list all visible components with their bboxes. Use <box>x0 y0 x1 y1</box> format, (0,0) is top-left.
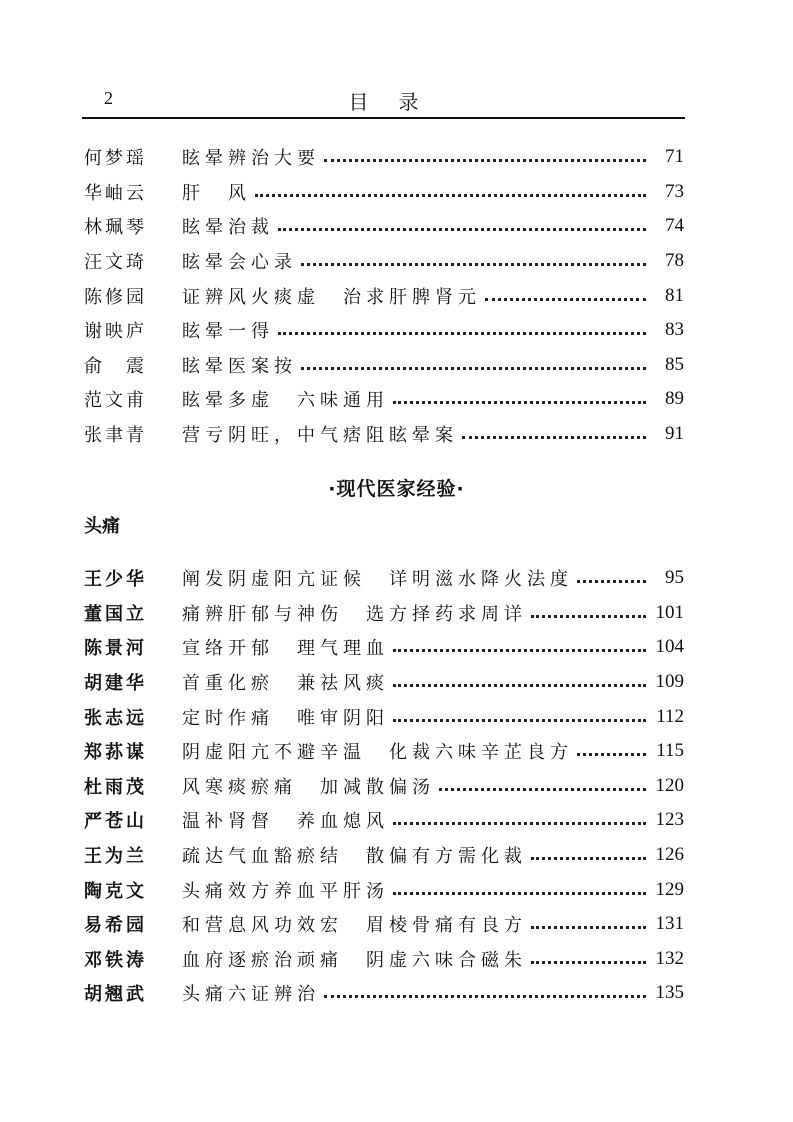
entry-title: 肝 风 <box>182 182 251 204</box>
entry-author: 郑荪谋 <box>84 742 147 764</box>
entry-author: 邓铁涛 <box>84 949 147 971</box>
entry-author: 董国立 <box>84 603 147 625</box>
entry-title: 头痛六证辨治 <box>182 984 320 1006</box>
entry-author: 胡建华 <box>84 673 147 695</box>
entry-title: 头痛效方养血平肝汤 <box>182 880 389 902</box>
toc-entry[interactable] <box>84 417 684 452</box>
toc-entry[interactable] <box>84 907 684 942</box>
dot-leader <box>393 708 646 726</box>
toc-entry[interactable] <box>84 803 684 838</box>
toc-entry[interactable] <box>84 175 684 210</box>
entry-author: 陈景河 <box>84 638 147 660</box>
entry-title: 疏达气血豁瘀结 散偏有方需化裁 <box>182 846 527 868</box>
entry-author: 陶克文 <box>84 880 147 902</box>
entry-title: 阴虚阳亢不避辛温 化裁六味辛芷良方 <box>182 742 573 764</box>
dot-leader <box>393 390 646 408</box>
toc-entry[interactable] <box>84 313 684 348</box>
entry-title: 阐发阴虚阳亢证候 详明滋水降火法度 <box>182 569 573 591</box>
entry-title: 痛辨肝郁与神伤 选方择药求周详 <box>182 603 527 625</box>
entry-page: 132 <box>655 947 684 969</box>
entry-title: 眩晕一得 <box>182 321 274 343</box>
entry-title: 营亏阴旺，中气痞阻眩晕案 <box>182 425 458 447</box>
entry-title: 眩晕治裁 <box>182 217 274 239</box>
toc-entry[interactable] <box>84 699 684 734</box>
entry-author: 范文甫 <box>84 390 147 412</box>
entry-page: 95 <box>665 567 684 589</box>
toc-entry[interactable] <box>84 630 684 665</box>
toc-entry[interactable] <box>84 769 684 804</box>
entry-author: 汪文琦 <box>84 252 147 274</box>
page-number: 2 <box>104 88 113 108</box>
entry-author: 王少华 <box>84 569 147 591</box>
entry-author: 华岫云 <box>84 182 147 204</box>
dot-leader <box>531 915 646 933</box>
entry-page: 89 <box>665 388 684 410</box>
entry-author: 杜雨茂 <box>84 776 147 798</box>
dot-leader <box>462 425 646 443</box>
toc-entry[interactable] <box>84 734 684 769</box>
entry-page: 131 <box>655 913 684 935</box>
toc-entry[interactable] <box>84 348 684 383</box>
dot-leader <box>485 287 646 305</box>
dot-leader <box>531 604 646 622</box>
entry-author: 张聿青 <box>84 425 147 447</box>
entry-page: 91 <box>665 423 684 445</box>
toc-entry[interactable] <box>84 596 684 631</box>
entry-author: 易希园 <box>84 915 147 937</box>
entry-title: 宣络开郁 理气理血 <box>182 638 389 660</box>
entry-author: 陈修园 <box>84 286 147 308</box>
entry-page: 85 <box>665 353 684 375</box>
dot-leader <box>278 321 646 339</box>
entry-page: 104 <box>655 636 684 658</box>
toc-entry[interactable] <box>84 838 684 873</box>
entry-page: 101 <box>655 601 684 623</box>
entry-page: 81 <box>665 284 684 306</box>
entry-title: 和营息风功效宏 眉棱骨痛有良方 <box>182 915 527 937</box>
dot-leader <box>393 881 646 899</box>
toc-entry[interactable] <box>84 561 684 596</box>
toc-entry[interactable] <box>84 976 684 1011</box>
entry-title: 眩晕辨治大要 <box>182 148 320 170</box>
entry-page: 115 <box>656 740 684 762</box>
entry-author: 何梦瑶 <box>84 148 147 170</box>
section-heading: ·现代医家经验· <box>328 478 465 500</box>
entry-title: 风寒痰瘀痛 加减散偏汤 <box>182 776 435 798</box>
entry-page: 74 <box>665 215 684 237</box>
dot-leader <box>324 984 646 1002</box>
entry-title: 温补肾督 养血熄风 <box>182 811 389 833</box>
entry-title: 眩晕多虚 六味通用 <box>182 390 389 412</box>
dot-leader <box>531 846 646 864</box>
entry-author: 林珮琴 <box>84 217 147 239</box>
entry-author: 王为兰 <box>84 846 147 868</box>
toc-list-part1 <box>84 140 684 451</box>
entry-page: 109 <box>655 671 684 693</box>
dot-leader <box>393 811 646 829</box>
entry-title: 眩晕医案按 <box>182 355 297 377</box>
header-rule <box>82 117 685 119</box>
entry-author: 胡翘武 <box>84 984 147 1006</box>
entry-page: 83 <box>665 319 684 341</box>
entry-page: 78 <box>665 250 684 272</box>
dot-leader <box>577 569 646 587</box>
toc-entry[interactable] <box>84 140 684 175</box>
dot-leader <box>301 252 646 270</box>
toc-entry[interactable] <box>84 278 684 313</box>
entry-author: 俞 震 <box>84 355 147 377</box>
dot-leader <box>324 148 646 166</box>
toc-entry[interactable] <box>84 209 684 244</box>
entry-page: 71 <box>665 146 684 168</box>
dot-leader <box>439 777 646 795</box>
dot-leader <box>278 217 646 235</box>
dot-leader <box>393 638 646 656</box>
dot-leader <box>255 183 646 201</box>
dot-leader <box>301 356 646 374</box>
subsection-heading: 头痛 <box>84 516 120 537</box>
entry-page: 126 <box>655 844 684 866</box>
entry-page: 129 <box>655 878 684 900</box>
entry-page: 135 <box>655 982 684 1004</box>
entry-author: 张志远 <box>84 707 147 729</box>
entry-page: 73 <box>665 180 684 202</box>
dot-leader <box>577 742 646 760</box>
entry-title: 眩晕会心录 <box>182 252 297 274</box>
toc-list-part2 <box>84 561 684 1011</box>
running-title: 目录 <box>348 90 449 114</box>
entry-title: 定时作痛 唯审阴阳 <box>182 707 389 729</box>
entry-page: 123 <box>655 809 684 831</box>
entry-title: 首重化瘀 兼祛风痰 <box>182 673 389 695</box>
toc-entry[interactable] <box>84 382 684 417</box>
entry-author: 严苍山 <box>84 811 147 833</box>
toc-entry[interactable] <box>84 665 684 700</box>
entry-page: 120 <box>655 774 684 796</box>
dot-leader <box>531 950 646 968</box>
entry-author: 谢映庐 <box>84 321 147 343</box>
entry-page: 112 <box>656 705 684 727</box>
toc-entry[interactable] <box>84 872 684 907</box>
toc-entry[interactable] <box>84 244 684 279</box>
entry-title: 血府逐瘀治顽痛 阴虚六味合磁朱 <box>182 949 527 971</box>
page-header <box>82 86 685 116</box>
toc-entry[interactable] <box>84 942 684 977</box>
dot-leader <box>393 673 646 691</box>
entry-title: 证辨风火痰虚 治求肝脾肾元 <box>182 286 481 308</box>
